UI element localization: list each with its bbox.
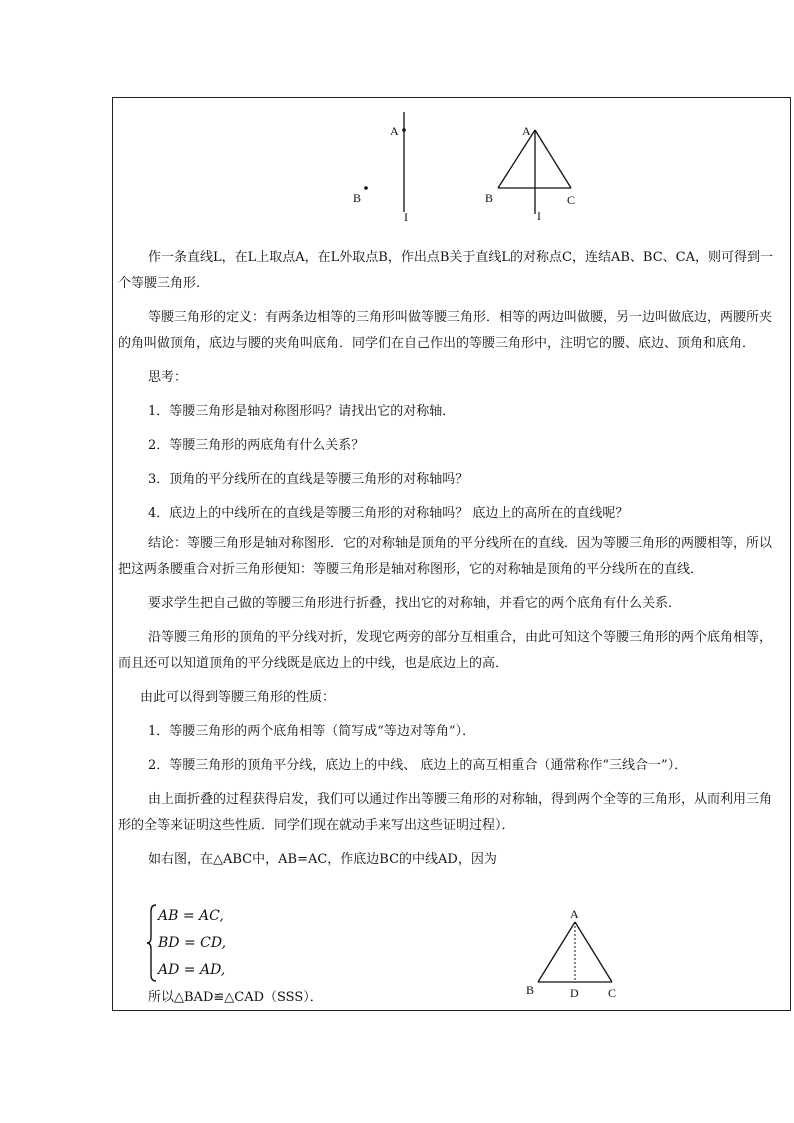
question-4: 4．底边上的中线所在的直线是等腰三角形的对称轴吗？ 底边上的高所在的直线呢？ — [148, 506, 629, 521]
paragraph-proof-setup: 如右图，在△ABC中，AB=AC，作底边BC的中线AD，因为 — [148, 852, 497, 867]
question-1: 1．等腰三角形是轴对称图形吗？请找出它的对称轴． — [148, 404, 456, 419]
figure-line-and-points — [380, 108, 440, 228]
question-2: 2．等腰三角形的两底角有什么关系？ — [148, 438, 365, 453]
label-c: C — [567, 193, 576, 207]
paragraph-fold-result: 沿等腰三角形的顶角的平分线对折，发现它两旁的部分互相重合，由此可知这个等腰三角形的两个底角相等， 而且还可以知道顶角的平分线既是底边上的中线，也是底边上的高． — [118, 630, 773, 671]
label-l: I — [537, 209, 541, 223]
label-d: D — [570, 986, 579, 1000]
paragraph-conclusion: 结论：等腰三角形是轴对称图形．它的对称轴是顶角的平分线所在的直线．因为等腰三角形的两腰相等，所以把这两条腰重合对折三角形便知：等腰三角形是轴对称图形，它的对称轴是顶角的平分线所在的直线． — [118, 536, 773, 577]
paragraph-construction: 作一条直线L，在L上取点A，在L外取点B，作出点B关于直线L的对称点C，连结AB、BC、CA，则可得到一个等腰三角形. — [118, 250, 773, 291]
figure-isosceles-with-axis — [480, 118, 590, 226]
equation-2: BD = CD, — [158, 935, 227, 951]
equation-1: AB = AC, — [158, 908, 224, 924]
left-brace-icon — [146, 903, 158, 983]
label-b: B — [485, 191, 494, 205]
question-3: 3．顶角的平分线所在的直线是等腰三角形的对称轴吗？ — [148, 472, 469, 487]
property-1: 1．等腰三角形的两个底角相等（简写成“等边对等角”）． — [148, 724, 476, 739]
paragraph-think: 思考： — [148, 370, 188, 385]
label-c: C — [608, 986, 617, 1000]
paragraph-proof-hint: 由上面折叠的过程获得启发，我们可以通过作出等腰三角形的对称轴，得到两个全等的三角形，从而利用三角形的全等来证明这些性质．同学们现在就动手来写出这些证明过程）． — [118, 792, 773, 833]
label-a: A — [570, 907, 579, 921]
label-b: B — [526, 983, 535, 997]
figure-point-b — [350, 182, 374, 206]
paragraph-properties-intro: 由此可以得到等腰三角形的性质： — [140, 690, 336, 705]
equation-3: AD = AD, — [158, 962, 226, 978]
label-l: I — [404, 210, 408, 224]
lesson-text — [118, 245, 784, 873]
label-a: A — [522, 124, 531, 138]
label-a: A — [390, 124, 399, 138]
label-b: B — [353, 191, 362, 205]
paragraph-definition: 等腰三角形的定义：有两条边相等的三角形叫做等腰三角形．相等的两边叫做腰，另一边叫做底边，两腰所夹的角叫做顶角，底边与腰的夹角叫底角．同学们在自己作出的等腰三角形中，注明它的腰、底边、顶角和底角． — [118, 310, 773, 351]
proof-conclusion-block — [118, 985, 784, 1011]
property-2: 2．等腰三角形的顶角平分线，底边上的中线、 底边上的高互相重合（通常称作“三线合一”）． — [148, 758, 688, 773]
figure-triangle-median — [520, 905, 630, 1005]
point-b-dot — [364, 186, 368, 190]
paragraph-fold-task: 要求学生把自己做的等腰三角形进行折叠，找出它的对称轴，并看它的两个底角有什么关系． — [148, 596, 682, 611]
point-a-dot — [402, 128, 406, 132]
paragraph-proof-conclusion: 所以△BAD≌△CAD（SSS）． — [148, 990, 323, 1005]
